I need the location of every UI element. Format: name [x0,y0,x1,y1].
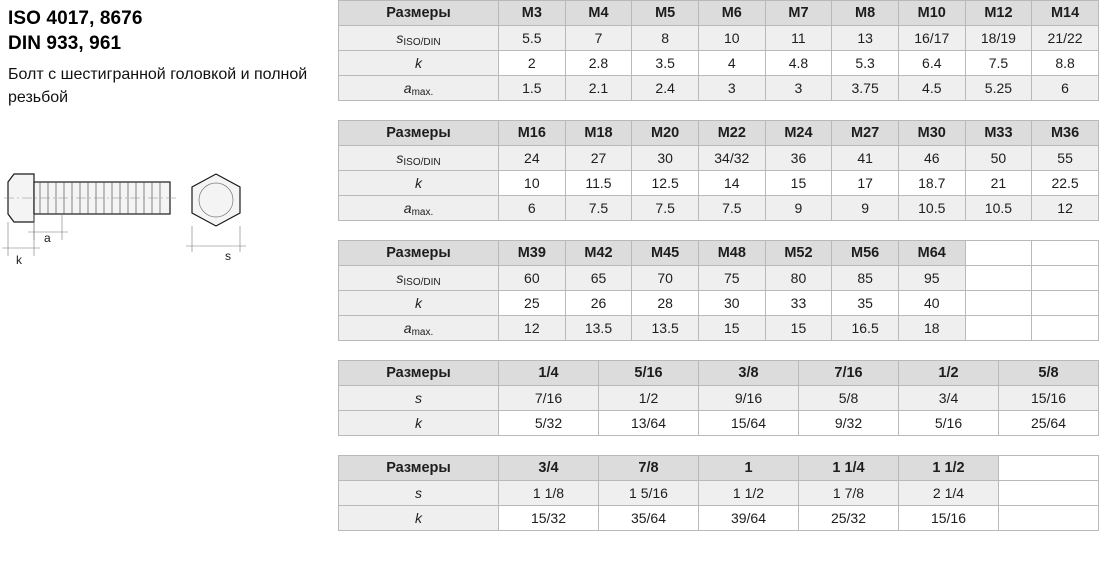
table-cell: 1 7/8 [799,481,899,506]
table-cell: 1 1/8 [499,481,599,506]
table-header-label: Размеры [339,361,499,386]
table-cell: 26 [565,291,632,316]
table-cell: 33 [765,291,832,316]
table-header-cell: 7/16 [799,361,899,386]
table-cell: 1 1/2 [699,481,799,506]
row-label [339,146,499,171]
table-row [339,411,1099,436]
table-cell: 15/64 [699,411,799,436]
table-row [339,481,1099,506]
table-cell: 5/8 [799,386,899,411]
table-cell: 50 [965,146,1032,171]
table-header-cell: 3/4 [499,456,599,481]
table-cell: 30 [698,291,765,316]
table-cell: 16/17 [898,26,965,51]
table-header-cell: M36 [1032,121,1099,146]
table-header-cell: 5/8 [999,361,1099,386]
table-header-cell: M18 [565,121,632,146]
table-cell [999,481,1099,506]
table-cell: 10.5 [898,196,965,221]
table-cell: 2.4 [632,76,699,101]
table-cell: 34/32 [698,146,765,171]
table-cell: 7.5 [565,196,632,221]
table-header-cell: M39 [499,241,566,266]
table-header-cell: M12 [965,1,1032,26]
table-cell [999,506,1099,531]
table-header-cell: M64 [898,241,965,266]
table-cell: 5.3 [832,51,899,76]
table-header-cell: M8 [832,1,899,26]
table-row [339,266,1099,291]
table-cell: 24 [499,146,566,171]
table-header-label: Размеры [339,241,499,266]
table-cell: 15 [765,171,832,196]
table-cell: 41 [832,146,899,171]
standard-line-2: DIN 933, 961 [8,33,122,54]
bolt-drawing-svg [0,160,330,280]
table-cell: 1.5 [499,76,566,101]
table-cell: 8.8 [1032,51,1099,76]
row-label [339,481,499,506]
table-cell: 3.5 [632,51,699,76]
table-cell: 65 [565,266,632,291]
table-cell: 6 [499,196,566,221]
table-header-cell: M45 [632,241,699,266]
table-header-cell [999,456,1099,481]
table-header-cell: 1 [699,456,799,481]
table-cell: 3/4 [899,386,999,411]
table-cell: 10 [499,171,566,196]
row-label-main: a [403,320,412,336]
table-header-cell: M10 [898,1,965,26]
table-cell: 39/64 [699,506,799,531]
table-row [339,196,1099,221]
table-row [339,76,1099,101]
table-header-cell: M14 [1032,1,1099,26]
row-label-main: k [415,55,422,71]
table-cell: 12.5 [632,171,699,196]
table-header-cell: M30 [898,121,965,146]
product-header [8,6,338,109]
table-header-cell: M22 [698,121,765,146]
table-cell: 7.5 [632,196,699,221]
dimension-table [338,360,1099,436]
row-label-sub: max. [411,207,434,218]
table-row [339,316,1099,341]
table-cell: 10.5 [965,196,1032,221]
row-label [339,26,499,51]
row-label-main: s [396,270,404,286]
table-cell: 9 [832,196,899,221]
table-cell: 2 [499,51,566,76]
table-header-row [339,361,1099,386]
row-label-main: s [415,390,422,406]
table-cell: 46 [898,146,965,171]
table-row [339,291,1099,316]
table-cell [1032,291,1099,316]
dimension-table [338,0,1099,101]
table-cell: 7.5 [698,196,765,221]
table-cell: 36 [765,146,832,171]
table-cell: 15/16 [899,506,999,531]
row-label [339,316,499,341]
row-label [339,76,499,101]
table-header-cell: M52 [765,241,832,266]
row-label-main: s [415,485,422,501]
table-cell: 25/32 [799,506,899,531]
table-cell: 15/32 [499,506,599,531]
table-cell: 12 [499,316,566,341]
row-label-main: k [415,510,422,526]
table-header-cell [1032,241,1099,266]
row-label-sub: ISO/DIN [403,37,441,48]
table-cell: 25 [499,291,566,316]
table-cell: 11 [765,26,832,51]
table-cell: 35 [832,291,899,316]
table-cell: 7 [565,26,632,51]
table-row [339,171,1099,196]
table-cell: 4.5 [898,76,965,101]
table-cell: 4 [698,51,765,76]
table-header-cell: M27 [832,121,899,146]
row-label-sub: ISO/DIN [403,157,441,168]
table-header-cell: M3 [499,1,566,26]
table-cell: 12 [1032,196,1099,221]
table-cell: 35/64 [599,506,699,531]
table-cell: 5.25 [965,76,1032,101]
table-cell: 10 [698,26,765,51]
row-label-main: a [403,80,412,96]
table-cell: 16.5 [832,316,899,341]
table-row [339,146,1099,171]
table-header-cell [965,241,1032,266]
row-label [339,291,499,316]
dimension-label-a: a [44,231,51,245]
row-label [339,386,499,411]
dimension-tables [338,0,1098,550]
table-header-cell: M56 [832,241,899,266]
table-cell: 3 [698,76,765,101]
table-cell: 18/19 [965,26,1032,51]
table-header-label: Размеры [339,456,499,481]
row-label [339,51,499,76]
table-cell: 7.5 [965,51,1032,76]
table-cell: 40 [898,291,965,316]
table-cell: 5.5 [499,26,566,51]
row-label-main: a [403,200,412,216]
row-label-main: s [396,150,404,166]
table-cell: 7/16 [499,386,599,411]
table-cell: 25/64 [999,411,1099,436]
table-cell: 80 [765,266,832,291]
table-header-cell: 1/4 [499,361,599,386]
table-cell: 3.75 [832,76,899,101]
table-header-label: Размеры [339,121,499,146]
table-cell: 2 1/4 [899,481,999,506]
table-cell: 2.8 [565,51,632,76]
table-header-cell: M6 [698,1,765,26]
table-cell: 13 [832,26,899,51]
table-row [339,51,1099,76]
table-cell: 13/64 [599,411,699,436]
table-cell: 70 [632,266,699,291]
table-header-cell: M7 [765,1,832,26]
table-cell: 1 5/16 [599,481,699,506]
table-header-cell: 5/16 [599,361,699,386]
table-cell: 13.5 [565,316,632,341]
row-label-sub: max. [411,87,434,98]
table-cell: 55 [1032,146,1099,171]
table-cell [965,266,1032,291]
standard-line-1: ISO 4017, 8676 [8,8,143,29]
row-label-main: k [415,295,422,311]
product-description: Болт с шестигранной головкой и полной резьбой [8,66,308,106]
table-cell: 21 [965,171,1032,196]
table-cell: 8 [632,26,699,51]
table-header-cell: M16 [499,121,566,146]
table-row [339,386,1099,411]
table-cell: 18.7 [898,171,965,196]
table-cell: 3 [765,76,832,101]
table-header-cell: M20 [632,121,699,146]
table-cell: 1/2 [599,386,699,411]
table-header-row [339,241,1099,266]
dimension-table [338,120,1099,221]
table-row [339,506,1099,531]
table-cell: 11.5 [565,171,632,196]
table-header-cell: M48 [698,241,765,266]
table-header-cell: 3/8 [699,361,799,386]
table-cell: 22.5 [1032,171,1099,196]
table-header-cell: 1/2 [899,361,999,386]
dimension-table [338,240,1099,341]
table-header-cell: M33 [965,121,1032,146]
row-label-sub: max. [411,327,434,338]
table-cell: 9 [765,196,832,221]
table-cell: 28 [632,291,699,316]
table-header-row [339,1,1099,26]
table-header-label: Размеры [339,1,499,26]
row-label [339,196,499,221]
dimension-label-s: s [225,249,231,263]
row-label [339,266,499,291]
table-cell [965,291,1032,316]
table-cell: 9/32 [799,411,899,436]
table-header-row [339,121,1099,146]
table-header-cell: M4 [565,1,632,26]
table-header-cell: M24 [765,121,832,146]
row-label [339,171,499,196]
table-cell: 60 [499,266,566,291]
table-cell: 4.8 [765,51,832,76]
table-cell: 18 [898,316,965,341]
table-cell [1032,316,1099,341]
table-cell: 95 [898,266,965,291]
table-header-cell: 7/8 [599,456,699,481]
row-label-sub: ISO/DIN [403,277,441,288]
table-cell: 2.1 [565,76,632,101]
table-cell: 5/16 [899,411,999,436]
table-cell: 21/22 [1032,26,1099,51]
table-header-row [339,456,1099,481]
dimension-table [338,455,1099,531]
table-cell: 6 [1032,76,1099,101]
bolt-technical-drawing [0,160,330,280]
table-header-cell: M42 [565,241,632,266]
row-label [339,506,499,531]
table-cell: 15/16 [999,386,1099,411]
table-cell: 30 [632,146,699,171]
table-cell [1032,266,1099,291]
dimension-label-k: k [16,253,22,267]
table-cell: 75 [698,266,765,291]
row-label [339,411,499,436]
table-cell: 27 [565,146,632,171]
table-cell: 6.4 [898,51,965,76]
table-row [339,26,1099,51]
table-cell: 15 [698,316,765,341]
table-cell: 13.5 [632,316,699,341]
row-label-main: s [396,30,404,46]
table-cell: 85 [832,266,899,291]
table-cell: 5/32 [499,411,599,436]
table-header-cell: 1 1/4 [799,456,899,481]
table-cell: 15 [765,316,832,341]
row-label-main: k [415,415,422,431]
table-cell [965,316,1032,341]
table-cell: 9/16 [699,386,799,411]
table-header-cell: M5 [632,1,699,26]
row-label-main: k [415,175,422,191]
table-header-cell: 1 1/2 [899,456,999,481]
table-cell: 17 [832,171,899,196]
table-cell: 14 [698,171,765,196]
